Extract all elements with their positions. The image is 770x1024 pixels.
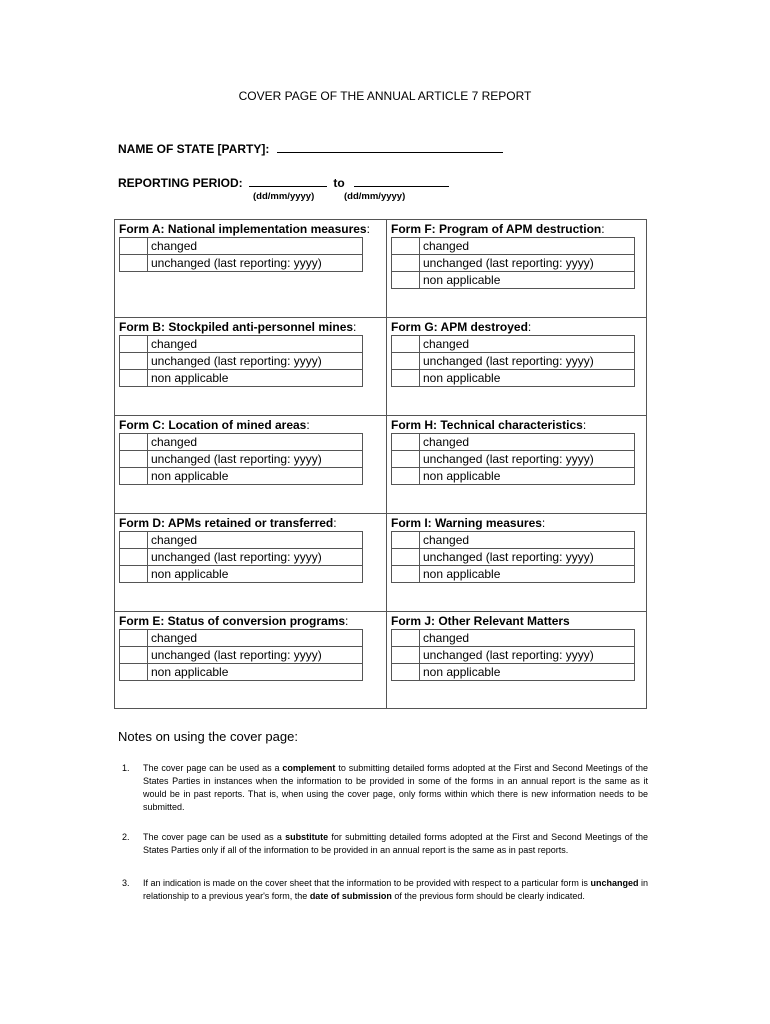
option-label: unchanged (last reporting: yyyy) (420, 549, 635, 566)
option-checkbox[interactable] (120, 434, 148, 451)
form-a-cell (115, 220, 385, 318)
form-i-cell (387, 514, 657, 612)
form-option-row (120, 370, 363, 387)
option-label: non applicable (148, 664, 363, 681)
form-option-row (392, 451, 635, 468)
name-of-state-label: NAME OF STATE [PARTY]: (118, 142, 270, 156)
note-text: If an indication is made on the cover sheet that the information to be provided with respect to a particular form is (143, 878, 591, 888)
form-options (119, 335, 363, 387)
option-label: changed (148, 336, 363, 353)
option-label: changed (148, 238, 363, 255)
option-label: changed (148, 630, 363, 647)
form-title (119, 614, 348, 628)
option-label: changed (420, 532, 635, 549)
option-checkbox[interactable] (392, 566, 420, 583)
form-option-row (392, 647, 635, 664)
form-e-cell (115, 612, 385, 710)
form-title-colon: : (306, 418, 310, 432)
option-label: changed (148, 434, 363, 451)
form-option-row (392, 272, 635, 289)
option-checkbox[interactable] (120, 238, 148, 255)
form-title (391, 418, 586, 432)
form-g-cell (387, 318, 657, 416)
form-options (119, 629, 363, 681)
option-label: non applicable (420, 566, 635, 583)
option-label: unchanged (last reporting: yyyy) (420, 255, 635, 272)
note-text: to submitting detailed forms adopted at the First and Second Meetings of the States Parties in instances when the information to be provided in some of the forms in an annual report is the same as it would be in past reports. That is, when using the cover page, only forms within which there is new information needs to be submitted. (143, 763, 648, 812)
form-option-row (392, 549, 635, 566)
form-title-text: Form J: Other Relevant Matters (391, 614, 570, 628)
option-checkbox[interactable] (120, 451, 148, 468)
form-options (119, 531, 363, 583)
option-label: non applicable (148, 370, 363, 387)
form-title (119, 320, 356, 334)
form-b-cell (115, 318, 385, 416)
option-checkbox[interactable] (120, 336, 148, 353)
form-option-row (392, 532, 635, 549)
option-label: changed (420, 238, 635, 255)
option-checkbox[interactable] (392, 468, 420, 485)
name-of-state-field[interactable] (277, 140, 503, 153)
option-label: non applicable (148, 566, 363, 583)
form-title-text: Form I: Warning measures (391, 516, 542, 530)
form-c-cell (115, 416, 385, 514)
form-option-row (392, 566, 635, 583)
option-label: changed (420, 434, 635, 451)
option-label: non applicable (420, 664, 635, 681)
form-option-row (120, 255, 363, 272)
option-label: unchanged (last reporting: yyyy) (148, 353, 363, 370)
option-checkbox[interactable] (392, 532, 420, 549)
note-emphasis: date of submission (309, 891, 392, 901)
option-checkbox[interactable] (392, 549, 420, 566)
form-option-row (392, 353, 635, 370)
option-checkbox[interactable] (120, 630, 148, 647)
option-checkbox[interactable] (392, 630, 420, 647)
form-title-colon: : (345, 614, 349, 628)
form-title-text: Form F: Program of APM destruction (391, 222, 602, 236)
form-option-row (120, 566, 363, 583)
option-checkbox[interactable] (392, 353, 420, 370)
form-title (391, 222, 605, 236)
option-checkbox[interactable] (120, 255, 148, 272)
option-label: non applicable (420, 272, 635, 289)
form-title-text: Form C: Location of mined areas (119, 418, 307, 432)
option-checkbox[interactable] (120, 664, 148, 681)
option-checkbox[interactable] (120, 566, 148, 583)
forms-grid (114, 219, 647, 709)
option-label: unchanged (last reporting: yyyy) (420, 451, 635, 468)
option-checkbox[interactable] (120, 370, 148, 387)
form-option-row (120, 549, 363, 566)
form-options (391, 531, 635, 583)
form-option-row (392, 664, 635, 681)
option-checkbox[interactable] (392, 238, 420, 255)
option-label: unchanged (last reporting: yyyy) (148, 647, 363, 664)
form-title-colon: : (527, 320, 532, 334)
form-option-row (120, 664, 363, 681)
form-option-row (120, 468, 363, 485)
form-title (391, 614, 570, 628)
option-label: unchanged (last reporting: yyyy) (148, 451, 363, 468)
option-label: non applicable (420, 468, 635, 485)
form-title-colon: : (601, 222, 605, 236)
date-format-to: (dd/mm/yyyy) (344, 191, 406, 202)
form-title-colon: : (333, 516, 337, 530)
form-option-row (120, 647, 363, 664)
reporting-period-to-label: to (333, 176, 345, 190)
form-title-colon: : (582, 418, 587, 432)
form-j-cell (387, 612, 657, 710)
note-emphasis: complement (282, 763, 336, 773)
reporting-period-to-field[interactable] (354, 174, 449, 187)
form-options (119, 237, 363, 272)
form-options (391, 433, 635, 485)
form-title (391, 320, 531, 334)
form-option-row (120, 451, 363, 468)
option-label: changed (420, 630, 635, 647)
option-checkbox[interactable] (392, 434, 420, 451)
form-title (119, 222, 370, 236)
option-checkbox[interactable] (392, 451, 420, 468)
note-number: 1. (122, 763, 130, 773)
form-title-text: Form B: Stockpiled anti-personnel mines (119, 320, 354, 334)
form-title-colon: : (366, 222, 370, 236)
option-label: unchanged (last reporting: yyyy) (420, 647, 635, 664)
option-checkbox[interactable] (120, 532, 148, 549)
option-label: unchanged (last reporting: yyyy) (148, 549, 363, 566)
form-option-row (120, 630, 363, 647)
note-text: for submitting detailed forms adopted at the First and Second Meetings of the States Parties only if all of the information to be provided in an annual report is the same as in past reports. (143, 832, 648, 855)
form-title (119, 418, 310, 432)
note-3 (118, 877, 648, 903)
note-number: 3. (122, 878, 130, 888)
note-1 (118, 762, 648, 814)
form-option-row (120, 353, 363, 370)
note-text: in relationship to a previous year's form, the (143, 878, 648, 901)
option-checkbox[interactable] (392, 272, 420, 289)
option-label: non applicable (148, 468, 363, 485)
form-option-row (120, 238, 363, 255)
form-option-row (392, 468, 635, 485)
note-emphasis: substitute (285, 832, 329, 842)
name-of-state-row (118, 140, 503, 156)
form-f-cell (387, 220, 657, 318)
note-text: of the previous form should be clearly indicated. (391, 891, 585, 901)
form-option-row (392, 255, 635, 272)
form-option-row (120, 336, 363, 353)
form-title-text: Form E: Status of conversion programs (119, 614, 346, 628)
form-title (119, 516, 337, 530)
form-option-row (392, 238, 635, 255)
form-title-colon: : (353, 320, 357, 334)
option-label: unchanged (last reporting: yyyy) (420, 353, 635, 370)
form-title-text: Form G: APM destroyed (391, 320, 528, 334)
form-title (391, 516, 545, 530)
note-emphasis: unchanged (590, 878, 639, 888)
option-label: unchanged (last reporting: yyyy) (148, 255, 363, 272)
page-title: COVER PAGE OF THE ANNUAL ARTICLE 7 REPORT (238, 89, 532, 103)
form-d-cell (115, 514, 385, 612)
note-text: The cover page can be used as a (143, 832, 286, 842)
reporting-period-from-field[interactable] (249, 174, 327, 187)
form-option-row (120, 434, 363, 451)
option-checkbox[interactable] (392, 370, 420, 387)
option-checkbox[interactable] (392, 336, 420, 353)
notes-heading: Notes on using the cover page: (118, 729, 298, 744)
form-option-row (120, 532, 363, 549)
option-checkbox[interactable] (120, 468, 148, 485)
form-option-row (392, 630, 635, 647)
form-option-row (392, 370, 635, 387)
note-2 (118, 831, 648, 857)
option-checkbox[interactable] (120, 353, 148, 370)
reporting-period-row (118, 174, 449, 190)
form-options (391, 237, 635, 289)
note-text: The cover page can be used as a (143, 763, 283, 773)
option-label: changed (148, 532, 363, 549)
option-checkbox[interactable] (392, 647, 420, 664)
option-label: non applicable (420, 370, 635, 387)
form-title-colon: : (541, 516, 546, 530)
option-checkbox[interactable] (120, 549, 148, 566)
form-options (391, 335, 635, 387)
option-checkbox[interactable] (392, 664, 420, 681)
form-options (391, 629, 635, 681)
form-title-text: Form D: APMs retained or transferred (119, 516, 334, 530)
option-checkbox[interactable] (392, 255, 420, 272)
option-checkbox[interactable] (120, 647, 148, 664)
note-number: 2. (122, 832, 130, 842)
form-option-row (392, 336, 635, 353)
option-label: changed (420, 336, 635, 353)
date-format-from: (dd/mm/yyyy) (253, 191, 315, 202)
form-options (119, 433, 363, 485)
form-title-text: Form A: National implementation measures (119, 222, 367, 236)
form-h-cell (387, 416, 657, 514)
form-option-row (392, 434, 635, 451)
reporting-period-label: REPORTING PERIOD: (118, 176, 243, 190)
form-title-text: Form H: Technical characteristics (391, 418, 583, 432)
